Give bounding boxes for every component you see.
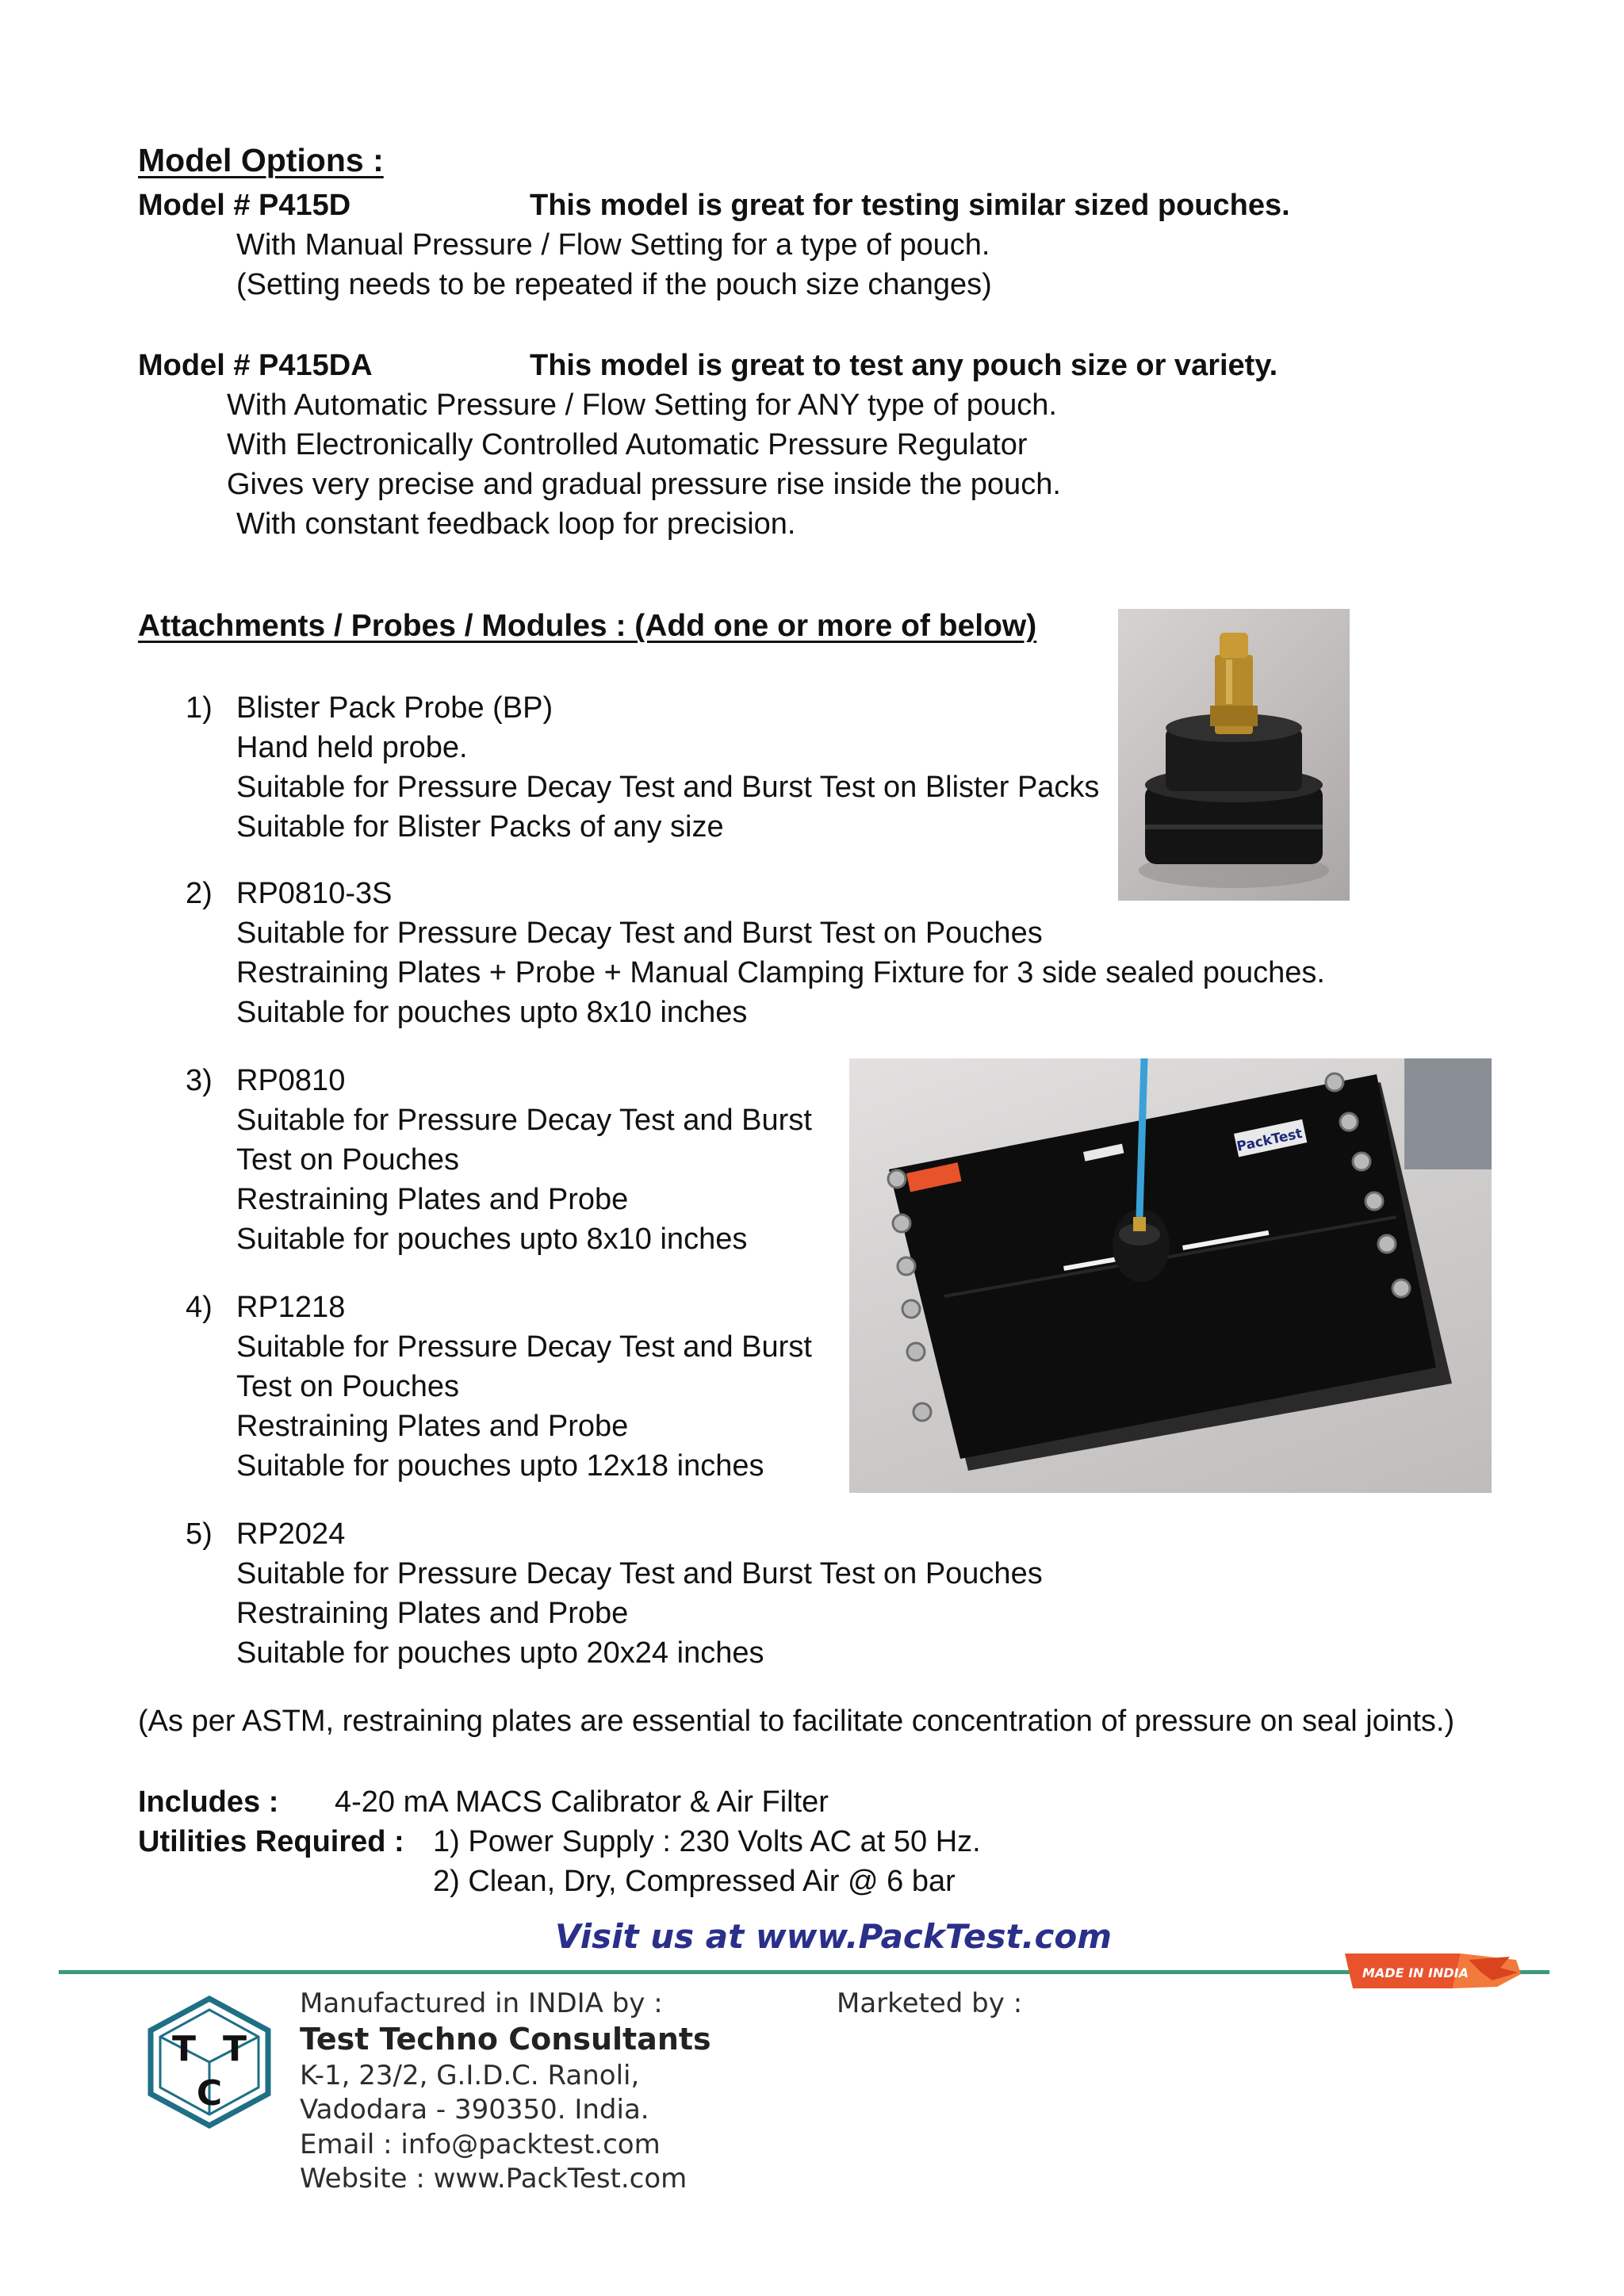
email-text[interactable]: Email : info@packtest.com (300, 2129, 661, 2160)
item-line: Suitable for Pressure Decay Test and Burst Test on Pouches (236, 1557, 1043, 1590)
model-p415da-line: With constant feedback loop for precision. (236, 507, 796, 541)
address-line: Vadodara - 390350. India. (300, 2094, 649, 2126)
logo-letter: T (171, 2029, 197, 2069)
item-title: RP0810 (236, 1064, 346, 1097)
item-line: Suitable for Pressure Decay Test and Burst Test on Blister Packs (236, 771, 1100, 804)
item-line: Restraining Plates and Probe (236, 1410, 629, 1443)
made-in-india-badge (1342, 1949, 1524, 1993)
model-p415da-line: With Electronically Controlled Automatic Pressure Regulator (227, 428, 1028, 461)
includes-value: 4-20 mA MACS Calibrator & Air Filter (335, 1785, 829, 1819)
model-p415d-line: With Manual Pressure / Flow Setting for a type of pouch. (236, 228, 990, 262)
utilities-label: Utilities Required : (138, 1825, 404, 1858)
restraining-plates-photo (849, 1058, 1492, 1493)
item-line: Restraining Plates and Probe (236, 1183, 629, 1216)
utility-item: 2) Clean, Dry, Compressed Air @ 6 bar (433, 1865, 956, 1898)
badge-text: MADE IN INDIA (1362, 1965, 1469, 1980)
item-line: Suitable for Blister Packs of any size (236, 810, 724, 844)
item-line: Restraining Plates and Probe (236, 1597, 629, 1630)
item-number: 1) (186, 691, 213, 725)
item-line: Restraining Plates + Probe + Manual Clamping Fixture for 3 side sealed pouches. (236, 956, 1325, 989)
ttc-logo (143, 1994, 276, 2129)
item-line: Suitable for pouches upto 12x18 inches (236, 1449, 764, 1483)
item-line: Hand held probe. (236, 731, 468, 764)
astm-note: (As per ASTM, restraining plates are essential to facilitate concentration of pressure on seal joints.) (138, 1705, 1455, 1738)
marketed-label: Marketed by : (837, 1988, 1023, 2019)
model-p415da-tagline: This model is great to test any pouch size or variety. (530, 349, 1278, 382)
company-name: Test Techno Consultants (300, 2022, 711, 2057)
item-line: Suitable for Pressure Decay Test and Burst (236, 1330, 812, 1364)
item-title: RP0810-3S (236, 877, 393, 910)
item-title: RP1218 (236, 1291, 346, 1324)
website-text[interactable]: Website : www.PackTest.com (300, 2163, 688, 2195)
model-p415da-line: Gives very precise and gradual pressure rise inside the pouch. (227, 468, 1061, 501)
blister-probe-photo (1118, 609, 1350, 901)
logo-letter: T (222, 2029, 247, 2069)
model-p415da-line: With Automatic Pressure / Flow Setting for ANY type of pouch. (227, 388, 1057, 422)
footer-rule (59, 1970, 1549, 1974)
item-title: RP2024 (236, 1517, 346, 1551)
plate-brand-label: PackTest (1235, 1125, 1304, 1155)
item-number: 2) (186, 877, 213, 910)
item-line: Test on Pouches (236, 1370, 459, 1403)
utility-item: 1) Power Supply : 230 Volts AC at 50 Hz. (433, 1825, 981, 1858)
item-line: Suitable for pouches upto 8x10 inches (236, 1223, 748, 1256)
model-p415d-tagline: This model is great for testing similar sized pouches. (530, 189, 1290, 222)
item-number: 3) (186, 1064, 213, 1097)
item-number: 5) (186, 1517, 213, 1551)
model-p415d-name: Model # P415D (138, 189, 351, 222)
attachments-heading: Attachments / Probes / Modules : (Add one or more of below) (138, 609, 1037, 643)
logo-letter: C (196, 2073, 223, 2114)
model-p415d-line: (Setting needs to be repeated if the pouch size changes) (236, 268, 992, 301)
visit-link[interactable]: Visit us at www.PackTest.com (555, 1917, 1113, 1956)
item-line: Suitable for pouches upto 20x24 inches (236, 1636, 764, 1670)
item-line: Suitable for pouches upto 8x10 inches (236, 996, 748, 1029)
item-line: Suitable for Pressure Decay Test and Burst (236, 1104, 812, 1137)
item-title: Blister Pack Probe (BP) (236, 691, 553, 725)
manufactured-label: Manufactured in INDIA by : (300, 1988, 663, 2019)
item-line: Suitable for Pressure Decay Test and Burst Test on Pouches (236, 916, 1043, 950)
item-line: Test on Pouches (236, 1143, 459, 1177)
model-options-heading: Model Options : (138, 142, 384, 178)
includes-label: Includes : (138, 1785, 279, 1819)
address-line: K-1, 23/2, G.I.D.C. Ranoli, (300, 2060, 640, 2091)
model-p415da-name: Model # P415DA (138, 349, 373, 382)
item-number: 4) (186, 1291, 213, 1324)
